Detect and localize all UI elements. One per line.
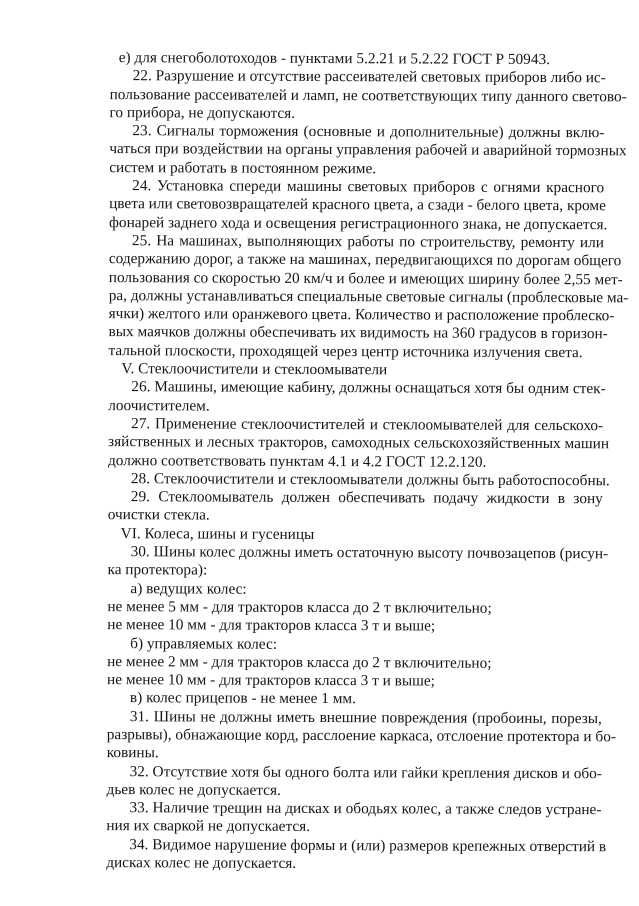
list-item: б) управляемых колес:	[130, 634, 278, 653]
text-line: должно соответствовать пунктам 4.1 и 4.2 ГОСТ 12.2.120.	[107, 451, 487, 471]
list-item: не менее 5 мм - для тракторов класса до 2 т включительно;	[107, 597, 492, 617]
list-item: в) колес прицепов - не менее 1 мм.	[129, 689, 356, 708]
text-line: дьев колес не допускается.	[106, 780, 281, 799]
text-line: 28. Стеклоочистители и стеклоомыватели должны быть работоспособны.	[130, 470, 610, 490]
list-item: не менее 10 мм - для тракторов класса 3 т и выше;	[106, 671, 435, 690]
text-line: 24. Установка спереди машины световых приборов с огнями красного	[132, 177, 605, 197]
text-line: ра, должны устанавливаться специальные световые сигналы (проблесковые ма-	[108, 286, 629, 307]
text-line: го прибора, не допускаются.	[109, 103, 296, 122]
text-line: пользования со скоростью 20 км/ч и более и имеющих ширину более 2,55 мет-	[108, 268, 623, 288]
text-line: 26. Машины, имеющие кабину, должны оснащаться хотя бы одним стек-	[131, 378, 606, 398]
text-line: пользование рассеивателей и ламп, не соответствующих типу данного светово-	[109, 85, 627, 105]
text-line: е) для снегоболотоходов - пунктами 5.2.21 и 5.2.22 ГОСТ Р 50943.	[118, 49, 551, 69]
text-line: 25. На машинах, выполняющих работы по строительству, ремонту или	[131, 232, 604, 252]
text-line: фонарей заднего хода и освещения регистрационного знака, не допускается.	[108, 213, 608, 233]
text-line: лоочистителем.	[108, 396, 210, 415]
text-line: 33. Наличие трещин на дисках и ободьях колес, а также следов устране-	[129, 799, 602, 819]
text-line: 34. Видимое нарушение формы и (или) размеров крепежных отверстий в	[129, 835, 607, 856]
text-line: 22. Разрушение и отсутствие рассеивателей световых приборов либо ис-	[132, 67, 606, 87]
text-line: 27. Применение стеклоочистителей и стеклоомывателей для сельскохо-	[131, 415, 604, 435]
text-line: систем и работать в постоянном режиме.	[109, 158, 377, 178]
text-line: ка протектора):	[107, 561, 208, 579]
text-line: ковины.	[106, 744, 159, 762]
section-heading: V. Стеклоочистители и стеклоомыватели	[121, 360, 388, 379]
text-line: чаться при воздействии на органы управления рабочей и аварийной тормозных	[109, 140, 627, 160]
text-line: очистки стекла.	[107, 506, 210, 524]
text-line: 32. Отсутствие хотя бы одного болта или гайки крепления дисков и обо-	[129, 762, 602, 782]
text-line: разрывы), обнажающие корд, расслоение каркаса, отслоение протектора и бо-	[106, 726, 617, 746]
list-item: а) ведущих колес:	[130, 579, 247, 598]
text-line: вых маячков должны обеспечивать их видимость на 360 градусов в горизон-	[108, 323, 608, 343]
text-line: дисках колес не допускается.	[106, 854, 297, 872]
list-item: не менее 10 мм - для тракторов класса 3 т и выше;	[107, 616, 436, 635]
text-line: тальной плоскости, проходящей через центр источника излучения света.	[108, 341, 583, 361]
text-line: 30. Шины колес должны иметь остаточную высоту почвозацепов (рисун-	[130, 543, 609, 563]
text-line: 29. Стеклоомыватель должен обеспечивать подачу жидкости в зону	[130, 488, 603, 508]
section-heading: VI. Колеса, шины и гусеницы	[120, 524, 315, 543]
text-line: 23. Сигналы торможения (основные и дополнительные) должны вклю-	[132, 122, 605, 142]
text-line: содержанию дорог, а также на машинах, передвигающихся по дорогам общего	[108, 250, 622, 270]
list-item: не менее 2 мм - для тракторов класса до 2 т включительно;	[107, 652, 492, 672]
text-line: 31. Шины не должны иметь внешние повреждения (пробоины, порезы,	[129, 707, 602, 727]
text-line: зяйственных и лесных тракторов, самоходных сельскохозяйственных машин	[108, 433, 610, 453]
text-line: цвета или световозвращателей красного цвета, а сзади - белого цвета, кроме	[109, 195, 606, 215]
text-line: ния их сваркой не допускается.	[106, 817, 311, 836]
text-line: ячки) желтого или оранжевого цвета. Количество и расположение проблеско-	[108, 305, 615, 325]
